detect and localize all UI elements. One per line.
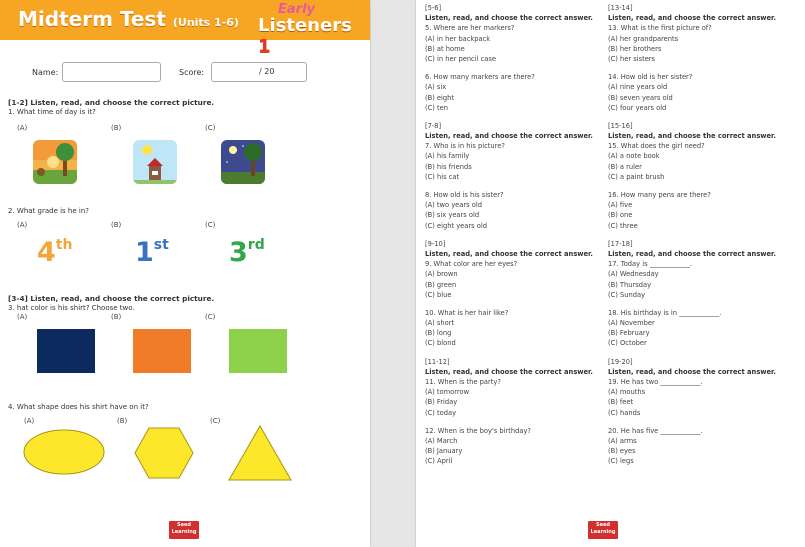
answer-option[interactable]: (B) February xyxy=(608,329,650,338)
q2-option-b: (B) xyxy=(111,221,122,229)
answer-option[interactable]: (A) brown xyxy=(425,270,458,279)
answer-option[interactable]: (A) her grandparents xyxy=(608,34,679,43)
q3-option-a: (A) xyxy=(17,313,28,321)
question-line: 8. How old is his sister? xyxy=(425,191,504,199)
answer-option[interactable]: (C) ten xyxy=(425,103,448,112)
section-instruction: Listen, read, and choose the correct answer. xyxy=(425,249,593,258)
brand-listeners xyxy=(258,15,370,57)
question-line: 18. His birthday is in ____________. xyxy=(608,308,722,317)
answer-option[interactable]: (B) seven years old xyxy=(608,93,673,102)
answer-option[interactable]: (C) three xyxy=(608,221,638,230)
answer-option[interactable]: (B) long xyxy=(425,329,452,338)
green-color-swatch[interactable] xyxy=(229,329,287,373)
answer-option[interactable]: (C) blond xyxy=(425,339,456,348)
question-line xyxy=(608,418,776,426)
answer-option[interactable]: (B) Friday xyxy=(425,398,458,407)
answer-option[interactable]: (B) one xyxy=(608,211,633,220)
answer-option[interactable]: (B) green xyxy=(425,280,457,289)
q3-option-c: (C) xyxy=(205,313,216,321)
answer-option[interactable]: (A) nine years old xyxy=(608,83,668,92)
question-1: 1. What time of day is it? xyxy=(8,108,96,116)
question-line: 16. How many pens are there? xyxy=(608,191,711,199)
answer-option[interactable]: (C) Sunday xyxy=(608,290,646,299)
answer-option[interactable]: (C) in her pencil case xyxy=(425,54,496,63)
question-line: [13-14] xyxy=(608,4,633,12)
answer-option[interactable]: (B) January xyxy=(425,447,463,456)
answer-option[interactable]: (A) March xyxy=(425,436,458,445)
logo-line-2: Learning xyxy=(171,529,197,535)
q2-option-a: (A) xyxy=(17,221,28,229)
question-line xyxy=(425,182,593,190)
question-line: 20. He has five ____________. xyxy=(608,426,703,435)
answer-option[interactable]: (B) Thursday xyxy=(608,280,652,289)
q1-option-b: (B) xyxy=(111,124,122,132)
q1-option-a: (A) xyxy=(17,124,28,132)
question-2: 2. What grade is he in? xyxy=(8,207,89,215)
orange-color-swatch[interactable] xyxy=(133,329,191,373)
answer-option[interactable]: (A) two years old xyxy=(425,201,482,210)
question-line: [9-10] xyxy=(425,239,446,248)
question-line: 7. Who is in his picture? xyxy=(425,142,505,151)
grade-4th-suffix: th xyxy=(55,237,73,253)
question-line: [11-12] xyxy=(425,357,450,366)
question-line xyxy=(425,113,593,121)
answer-option[interactable]: (C) today xyxy=(425,408,457,417)
test-title xyxy=(18,7,239,31)
answer-option[interactable]: (B) eight xyxy=(425,93,455,102)
q4-option-b: (B) xyxy=(117,417,128,425)
logo-line-1: Seed xyxy=(177,522,191,528)
answer-option[interactable]: (A) a note book xyxy=(608,152,660,161)
question-line xyxy=(425,64,593,72)
question-line xyxy=(425,300,593,308)
question-line: [15-16] xyxy=(608,121,633,130)
grade-1st-suffix: st xyxy=(153,237,169,253)
logo2-line-2: Learning xyxy=(590,529,616,535)
oval-shape[interactable] xyxy=(22,428,106,478)
question-3: 3. hat color is his shirt? Choose two. xyxy=(8,304,135,312)
question-line xyxy=(608,64,776,72)
answer-option[interactable]: (C) four years old xyxy=(608,103,667,112)
logo2-line-1: Seed xyxy=(596,522,610,528)
seed-learning-logo-2 xyxy=(588,521,618,539)
question-line: 9. What color are her eyes? xyxy=(425,260,518,269)
grade-3rd[interactable] xyxy=(229,237,265,268)
brand-number: 1 xyxy=(258,36,271,57)
q3-option-b: (B) xyxy=(111,313,122,321)
question-line: 19. He has two ____________. xyxy=(608,378,703,386)
answer-column-2 xyxy=(608,3,776,467)
test-page-2 xyxy=(416,0,805,547)
section-instruction: Listen, read, and choose the correct answer. xyxy=(425,367,593,376)
question-line xyxy=(608,300,776,308)
answer-option[interactable]: (A) short xyxy=(425,319,455,328)
q2-option-c: (C) xyxy=(205,221,216,229)
triangle-shape[interactable] xyxy=(227,424,293,482)
brand-early: Early xyxy=(278,2,315,17)
question-line xyxy=(425,349,593,357)
answer-option[interactable]: (C) his cat xyxy=(425,172,460,181)
answer-option[interactable]: (A) five xyxy=(608,201,633,210)
question-line: [19-20] xyxy=(608,357,633,366)
answer-option[interactable]: (B) eyes xyxy=(608,447,636,456)
q4-option-a: (A) xyxy=(24,417,35,425)
navy-color-swatch[interactable] xyxy=(37,329,95,373)
sunset-picture[interactable] xyxy=(33,140,77,184)
answer-option[interactable]: (C) hands xyxy=(608,408,641,417)
answer-option[interactable]: (B) his friends xyxy=(425,162,472,171)
answer-option[interactable]: (C) a paint brush xyxy=(608,172,665,181)
question-line: 10. What is her hair like? xyxy=(425,308,509,317)
question-line: 14. How old is her sister? xyxy=(608,73,693,82)
grade-1st-number: 1 xyxy=(135,237,154,268)
name-label: Name: xyxy=(32,68,59,77)
answer-option[interactable]: (C) legs xyxy=(608,457,634,466)
score-label: Score: xyxy=(179,68,205,77)
test-subtitle: (Units 1-6) xyxy=(172,16,239,29)
grade-3rd-number: 3 xyxy=(229,237,248,268)
section-1-header: [1-2] Listen, read, and choose the correct picture. xyxy=(8,98,215,107)
answer-column-1 xyxy=(425,3,593,467)
brand-listeners-text: Listeners xyxy=(258,15,352,36)
test-title-text: Midterm Test xyxy=(18,7,166,31)
grade-4th[interactable] xyxy=(37,237,72,268)
answer-option[interactable]: (A) tomorrow xyxy=(425,388,470,397)
answer-option[interactable]: (B) at home xyxy=(425,44,465,53)
answer-option[interactable]: (A) mouths xyxy=(608,388,646,397)
answer-option[interactable]: (A) six xyxy=(425,83,447,92)
question-line: 11. When is the party? xyxy=(425,378,501,386)
answer-option[interactable]: (A) November xyxy=(608,319,655,328)
answer-option[interactable]: (B) her brothers xyxy=(608,44,662,53)
answer-option[interactable]: (A) Wednesday xyxy=(608,270,659,279)
answer-option[interactable]: (B) feet xyxy=(608,398,634,407)
section-instruction: Listen, read, and choose the correct answer. xyxy=(425,14,593,23)
question-line xyxy=(425,418,593,426)
answer-option[interactable]: (C) April xyxy=(425,457,453,466)
question-line: [5-6] xyxy=(425,4,442,12)
answer-option[interactable]: (B) six years old xyxy=(425,211,480,220)
section-instruction: Listen, read, and choose the correct answer. xyxy=(608,132,776,141)
test-page-1 xyxy=(0,0,370,547)
grade-3rd-suffix: rd xyxy=(247,237,265,253)
section-instruction: Listen, read, and choose the correct answer. xyxy=(608,14,776,23)
hexagon-shape[interactable] xyxy=(133,426,195,480)
answer-option[interactable]: (A) his family xyxy=(425,152,470,161)
question-line: 6. How many markers are there? xyxy=(425,73,535,82)
answer-option[interactable]: (A) in her backpack xyxy=(425,34,491,43)
title-banner xyxy=(0,0,370,57)
question-line: 5. Where are her markers? xyxy=(425,24,515,33)
section-instruction: Listen, read, and choose the correct answer. xyxy=(608,249,776,258)
question-line: 15. What does the girl need? xyxy=(608,142,705,151)
question-line: 17. Today is ____________. xyxy=(608,260,692,269)
score-field[interactable] xyxy=(211,62,307,82)
night-picture[interactable] xyxy=(221,140,265,184)
answer-option[interactable]: (A) arms xyxy=(608,436,637,445)
answer-option[interactable]: (C) October xyxy=(608,339,647,348)
q4-option-c: (C) xyxy=(210,417,221,425)
grade-1st[interactable] xyxy=(135,237,169,268)
q1-option-c: (C) xyxy=(205,124,216,132)
daytime-picture[interactable] xyxy=(133,140,177,184)
question-line xyxy=(608,182,776,190)
section-instruction: Listen, read, and choose the correct answer. xyxy=(425,132,593,141)
section-2-header: [3-4] Listen, read, and choose the correct picture. xyxy=(8,294,215,303)
question-4: 4. What shape does his shirt have on it? xyxy=(8,403,149,411)
question-line xyxy=(608,231,776,239)
question-line: 12. When is the boy's birthday? xyxy=(425,426,531,435)
answer-option[interactable]: (B) a ruler xyxy=(608,162,642,171)
score-value: / 20 xyxy=(259,67,275,76)
question-line: [17-18] xyxy=(608,239,633,248)
question-line xyxy=(608,113,776,121)
answer-option[interactable]: (C) eight years old xyxy=(425,221,487,230)
question-line: 13. What is the first picture of? xyxy=(608,24,712,33)
answer-option[interactable]: (C) her sisters xyxy=(608,54,656,63)
question-line xyxy=(425,231,593,239)
grade-4th-number: 4 xyxy=(37,237,56,268)
seed-learning-logo xyxy=(169,521,199,539)
question-line xyxy=(608,349,776,357)
question-line: [7-8] xyxy=(425,121,442,130)
section-instruction: Listen, read, and choose the correct answer. xyxy=(608,367,776,376)
name-field[interactable] xyxy=(62,62,161,82)
answer-option[interactable]: (C) blue xyxy=(425,290,452,299)
